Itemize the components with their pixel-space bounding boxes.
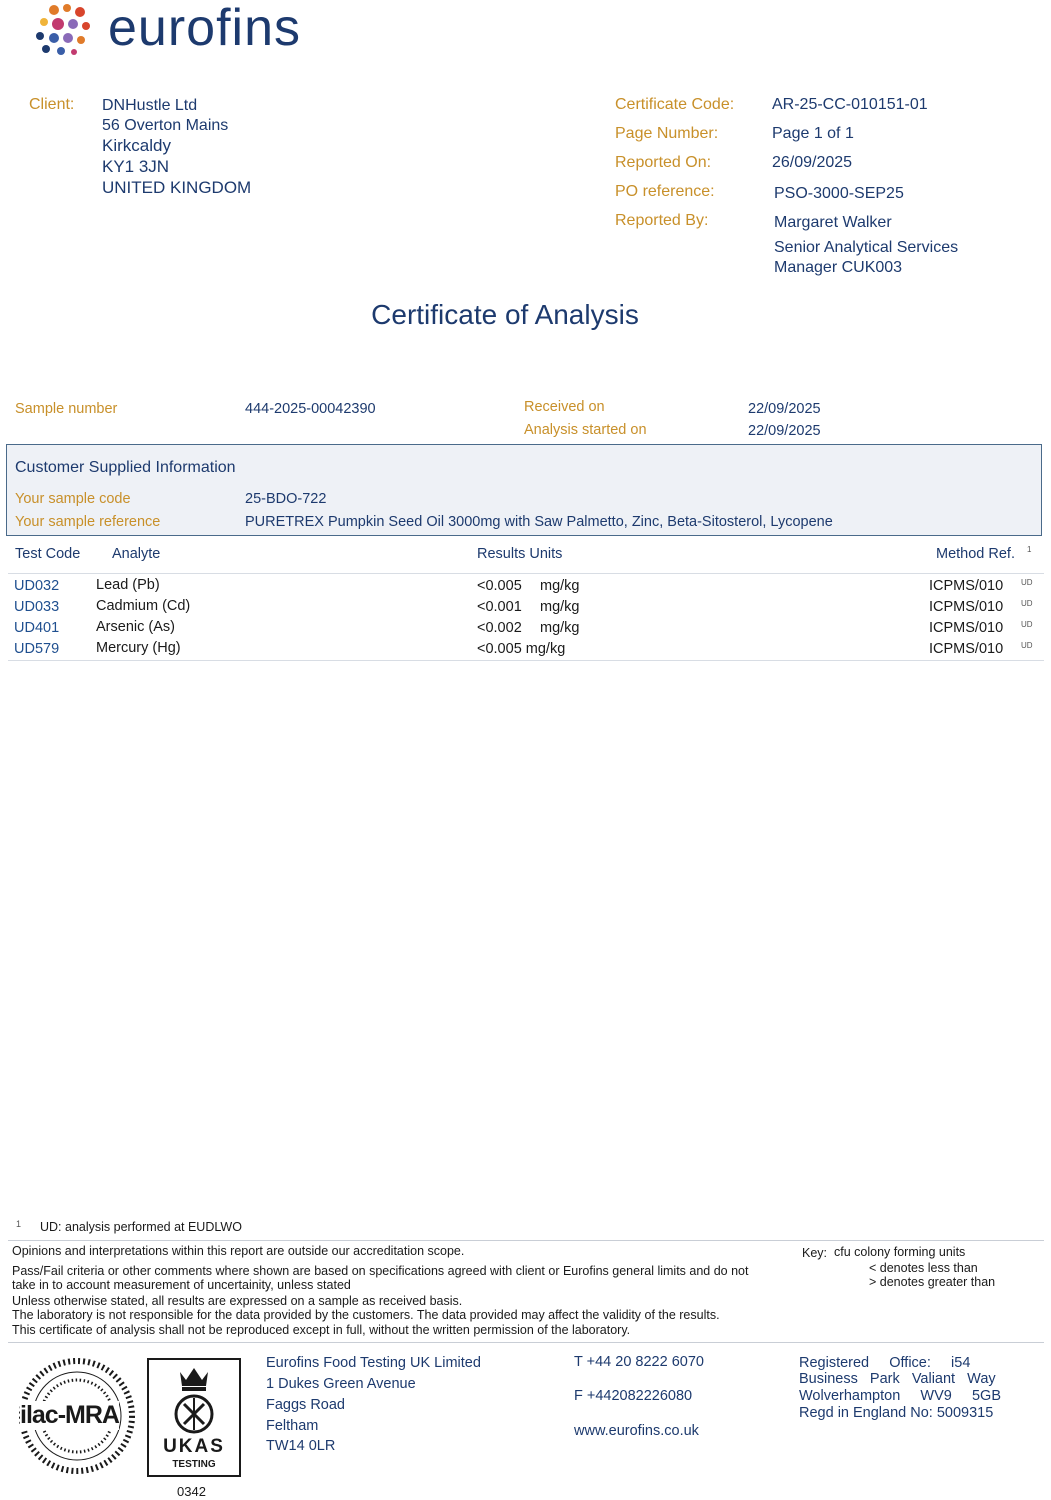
test-code: UD579: [14, 641, 60, 657]
result-value: <0.001: [477, 599, 522, 615]
lab-marker: UD: [1021, 599, 1033, 608]
header-divider: [8, 573, 1044, 574]
result-units: mg/kg: [540, 620, 580, 636]
result-value: <0.005: [477, 578, 522, 594]
col-header-method: Method Ref.: [936, 546, 1015, 562]
analyte: Mercury (Hg): [96, 640, 181, 656]
test-code: UD033: [14, 599, 60, 615]
certificate-code-label: Certificate Code:: [615, 96, 735, 113]
table-bottom-divider: [8, 660, 1044, 661]
analyte: Cadmium (Cd): [96, 598, 191, 614]
registered-office-line: Business Park Valiant Way: [799, 1371, 996, 1387]
disclaimer-line: Unless otherwise stated, all results are expressed on a sample as received basis.: [12, 1294, 463, 1308]
disclaimer-line: Opinions and interpretations within this report are outside our accreditation scope.: [12, 1244, 465, 1258]
disclaimer-line: The laboratory is not responsible for the data provided by the customers. The data provided may affect the validity of the results.: [12, 1308, 720, 1322]
po-reference-value: PSO-3000-SEP25: [774, 185, 904, 202]
method-ref: ICPMS/010: [929, 620, 1004, 636]
sample-code-label: Your sample code: [15, 491, 131, 507]
eurofins-wordmark: eurofins: [108, 0, 301, 57]
client-label: Client:: [29, 96, 75, 113]
method-ref: ICPMS/010: [929, 578, 1004, 594]
method-footnote-marker: 1: [1027, 545, 1032, 554]
registered-office-line: Wolverhampton WV9 5GB: [799, 1388, 1002, 1404]
client-address-line: 56 Overton Mains: [102, 117, 229, 134]
sample-reference-label: Your sample reference: [15, 514, 161, 530]
page-number-value: Page 1 of 1: [772, 125, 854, 142]
footnote-divider: [8, 1240, 1044, 1241]
test-code: UD032: [14, 578, 60, 594]
ukas-testing-text: TESTING: [172, 1459, 216, 1470]
result-units: mg/kg: [540, 578, 580, 594]
client-address-line: KY1 3JN: [102, 157, 170, 176]
result-value: <0.002: [477, 620, 522, 636]
website-link[interactable]: www.eurofins.co.uk: [574, 1423, 699, 1439]
result-value: <0.005 mg/kg: [477, 641, 566, 657]
test-code: UD401: [14, 620, 60, 636]
key-line: > denotes greater than: [869, 1275, 996, 1289]
col-header-results-units: Results Units: [477, 546, 563, 562]
eurofins-dots-icon: [34, 2, 96, 60]
reported-by-role: Manager CUK003: [774, 259, 903, 276]
client-country: UNITED KINGDOM: [102, 178, 252, 197]
reported-on-label: Reported On:: [615, 154, 712, 171]
crown-icon: [164, 1364, 224, 1434]
result-units: mg/kg: [540, 599, 580, 615]
disclaimer-line: take in to account measurement of uncertainity, unless stated: [12, 1278, 351, 1292]
registered-office-line: Registered Office: i54: [799, 1355, 971, 1371]
customer-info-heading: Customer Supplied Information: [15, 459, 236, 476]
received-on-label: Received on: [524, 399, 605, 415]
fax-number: F +442082226080: [574, 1388, 693, 1404]
po-reference-label: PO reference:: [615, 183, 715, 200]
key-label: Key:: [802, 1246, 828, 1260]
company-registration: Regd in England No: 5009315: [799, 1405, 994, 1421]
ilac-mra-text: ilac-MRA: [20, 1401, 119, 1429]
lab-marker: UD: [1021, 578, 1033, 587]
company-address-line: Feltham: [266, 1418, 319, 1434]
lab-marker: UD: [1021, 620, 1033, 629]
client-name: DNHustle Ltd: [102, 97, 198, 114]
reported-by-label: Reported By:: [615, 212, 709, 229]
page-title: Certificate of Analysis: [371, 299, 639, 330]
ukas-text: UKAS: [163, 1436, 225, 1457]
analyte: Arsenic (As): [96, 619, 175, 635]
ukas-number: 0342: [177, 1484, 206, 1499]
sample-code-value: 25-BDO-722: [245, 491, 327, 507]
ukas-logo: [147, 1358, 241, 1477]
phone-number: T +44 20 8222 6070: [574, 1354, 704, 1370]
footnote-text: UD: analysis performed at EUDLWO: [40, 1220, 242, 1234]
company-address-line: Faggs Road: [266, 1397, 345, 1413]
analysis-started-value: 22/09/2025: [748, 423, 821, 439]
analysis-started-label: Analysis started on: [524, 422, 647, 438]
disclaimer-line: This certificate of analysis shall not be reproduced except in full, without the written permission of the laboratory.: [12, 1323, 631, 1337]
col-header-analyte: Analyte: [112, 546, 161, 562]
sample-reference-value: PURETREX Pumpkin Seed Oil 3000mg with Saw Palmetto, Zinc, Beta-Sitosterol, Lycopene: [245, 514, 833, 530]
footer-divider: [8, 1342, 1044, 1343]
page-number-label: Page Number:: [615, 125, 719, 142]
disclaimer-line: Pass/Fail criteria or other comments where shown are based on specifications agreed with client or Eurofins general limits and do not: [12, 1264, 749, 1278]
sample-number-value: 444-2025-00042390: [245, 401, 376, 417]
certificate-code-value: AR-25-CC-010151-01: [772, 96, 928, 113]
col-header-test-code: Test Code: [15, 546, 81, 562]
company-address-line: 1 Dukes Green Avenue: [266, 1376, 416, 1392]
reported-on-value: 26/09/2025: [772, 154, 853, 171]
analyte: Lead (Pb): [96, 577, 160, 593]
key-line: < denotes less than: [869, 1261, 978, 1275]
method-ref: ICPMS/010: [929, 641, 1004, 657]
reported-by-role: Senior Analytical Services: [774, 239, 959, 256]
sample-number-label: Sample number: [15, 401, 118, 417]
method-ref: ICPMS/010: [929, 599, 1004, 615]
key-line: cfu colony forming units: [834, 1245, 966, 1259]
company-name: Eurofins Food Testing UK Limited: [266, 1355, 481, 1371]
footnote-number: 1: [16, 1219, 22, 1229]
reported-by-name: Margaret Walker: [774, 214, 892, 231]
company-postcode: TW14 0LR: [266, 1438, 336, 1454]
client-address-line: Kirkcaldy: [102, 136, 171, 155]
received-on-value: 22/09/2025: [748, 401, 821, 417]
lab-marker: UD: [1021, 641, 1033, 650]
ilac-mra-logo: [18, 1357, 136, 1475]
